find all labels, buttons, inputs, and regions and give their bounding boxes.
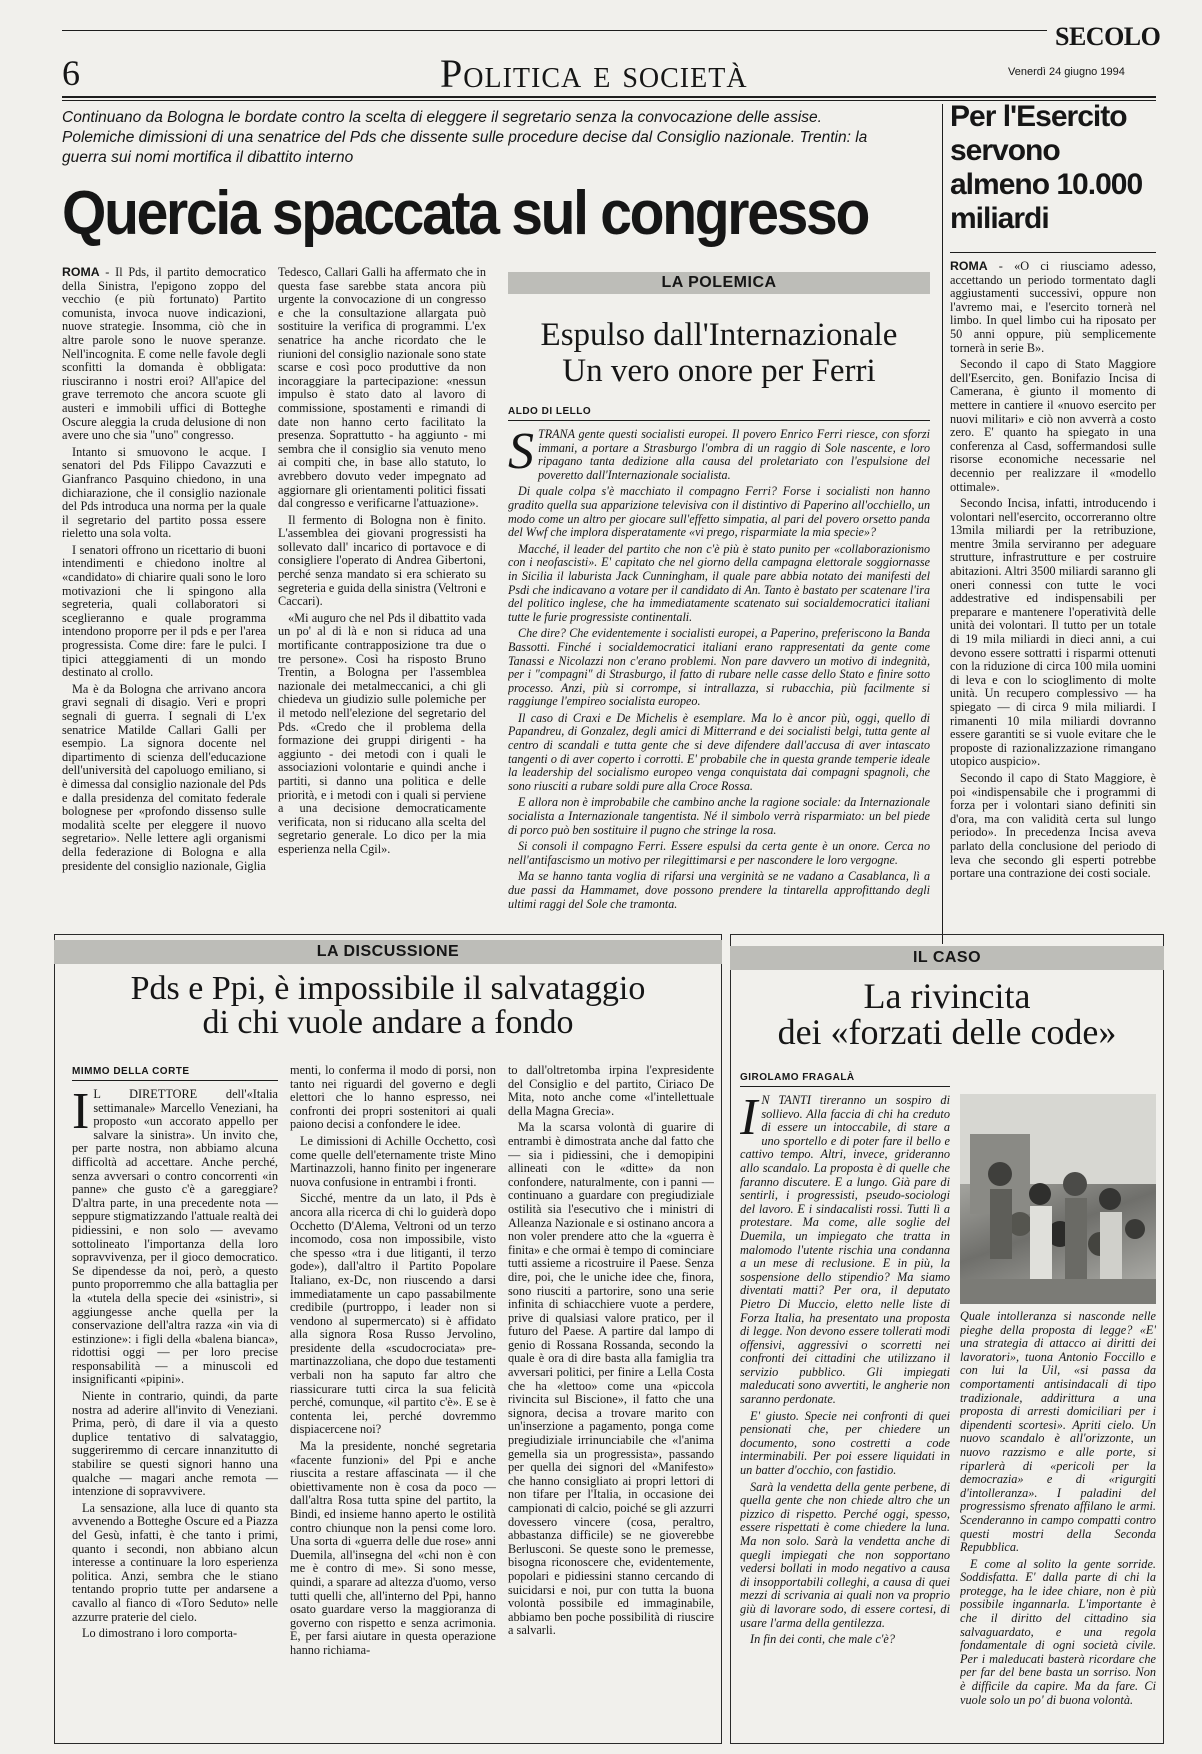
section-title: Politica e società	[440, 51, 748, 96]
esercito-body: ROMA - «O ci riusciamo adesso, accettando un periodo tormentato dagli aggiustamenti successivi, oppure non l'avremo mai, e l'esercito tornerà nel limbo. In quel limbo cui ha riposato per 50 anni oppure, più semplicemente tornerà in serie B». Secondo il capo di Stato Maggiore dell'Esercito, gen. Bonifazio Incisa di Camerana, è giunto il momento di mettere in cantiere il «nuovo esercito per nuovi militari» e ciò non avverrà a costo zero. E' quanto ha spiegato in una conferenza al Casd, soffermandosi sulle risorse economiche necessarie nel decennio per realizzare il «modello ottimale». Secondo Incisa, infatti, introducendo i volontari nell'esercito, occorreranno oltre 13mila miliardi per la retribuzione, mentre 3mila serviranno per adeguare strutture, infrastrutture e per costruire abitazioni. Altri 3500 miliardi saranno gli oneri connessi con tutte le voci addestrative ed indispensabili per preparare e mantenere l'operatività delle unità dei volontari. Il tutto per un totale di 19 mila miliardi in dieci anni, a cui devono essere sottratti i risparmi ottenuti con la riduzione di circa 100 mila uomini di leva e con lo scioglimento di molte unità. Un recupero complessivo — ha spiegato — di circa 9 mila miliardi. I rimanenti 10 mila miliardi dovranno essere garantiti se si vuole evitare che le proposte di razionalizzazione rimangano utopico auspicio». Secondo il capo di Stato Maggiore, è poi «indispensabile che i programmi di forza per i volontari siano definiti sin d'ora, ma con validità certa sul lungo periodo». In precedenza Incisa aveva parlato della conclusione del periodo di leva che secondo gli esperti potrebbe portare una contrazione dei costi sociale.	[950, 260, 1156, 881]
caso-byline-rule	[740, 1086, 950, 1087]
caso-dropcap: I	[740, 1094, 758, 1146]
polemica-p6: E allora non è improbabile che cambino anche la ragione sociale: da Internazionale socialista a Internazionale tangentista. Né il simbolo verrà risparmiato: un bel piede di porco può ben sostituire il pugno che stringe la rosa.	[508, 795, 930, 837]
page-number: 6	[62, 53, 80, 93]
issue-date: Venerdì 24 giugno 1994	[1008, 66, 1125, 78]
crowd-photo	[960, 1094, 1156, 1304]
polemica-kicker: LA POLEMICA	[661, 274, 777, 291]
discussione-col1-p4: Lo dimostrano i loro comporta-	[82, 1626, 238, 1641]
caso-p1: N TANTI tireranno un sospiro di sollievo. Alla faccia di chi ha creduto di essere un intoccabile, di stare a uno sportello e di poter fare il bello e cattivo tempo. Altri, invece, grideranno allo scandalo. La proposta è di quelle che faranno discutere. E a lungo. Già pare di sentirli, i progressisti, pseudo-sociologi del lavoro. E i sindacalisti rossi. Tutti lì a protestare. Ma come, alle soglie del Duemila, un impiegato che tratta in malomodo l'utente rischia una condanna a un mese di reclusione. E in più, la sospensione dello stipendio? Ma siamo diventati matti? Per ora, il deputato Pietro Di Muccio, eletto nelle liste di Forza Italia, ha presentato una proposta di legge. Non devono essere tollerati modi offensivi, aggressivi o scorretti nei confronti dei cittadini che utilizzano il servizio pubblico. Gli impiegati maleducati sono avvertiti, le angherie non saranno perdonate.	[740, 1094, 950, 1407]
discussione-kicker: LA DISCUSSIONE	[316, 943, 460, 960]
main-headline: Quercia spaccata sul congresso	[62, 179, 869, 248]
main-col2-p3: «Mi auguro che nel Pds il dibattito vada un po' al di là e non si riduca ad una mortificante contrapposizione tra due o tre persone». Così ha risposto Bruno Trentin, a Bologna per l'assemblea nazionale dei metalmeccanici, a chi gli chiedeva un giudizio sulle polemiche per il metodo nell'elezione del segretario del Pds. «Credo che il problema della formazione dei gruppi dirigenti - ha aggiunto - dei metodi con i quali le associazioni volontarie e quindi anche i partiti, si danno una politica e delle priorità, e i metodi con i quali si perviene a una decisione democraticamente verificata, non si riducano alla scelta del segretario generale. Lo dico per la mia esperienza nella Cgil».	[278, 610, 486, 856]
caso-col-1	[740, 1094, 950, 1738]
esercito-p2: Secondo il capo di Stato Maggiore dell'Esercito, gen. Bonifazio Incisa di Camerana, è giunto il momento di mettere in cantiere il «nuovo esercito per nuovi militari» e ciò non avverrà a costo zero. E' quanto ha spiegato in una conferenza al Casd, soffermandosi sulle risorse economiche necessarie nel decennio per realizzare il «modello ottimale».	[950, 357, 1156, 494]
polemica-p1: TRANA gente questi socialisti europei. Il povero Enrico Ferri riesce, con sforzi immani, a portare a Strasburgo l'ombra di un raggio di Sole nascente, e loro ripagano tanta dedizione alla causa del proletariato con l'espulsione del poveretto dall'Internazionale socialista.	[538, 428, 930, 482]
caso-col-2	[960, 1310, 1156, 1738]
esercito-dateline: ROMA	[950, 260, 988, 273]
discussione-col2-p4: Ma la presidente, nonché segretaria «facente funzioni» del Ppi e anche riuscita a restare affascinata — il che obiettivamente non è cosa da poco — dall'altra Rosa tutta spine del partito, la Bindi, ed insieme hanno aperto le ostilità contro chiunque non la pensi come loro. Una sorta di «guerra delle due rose» anni Duemila, all'insegna del «chi non è con me è contro di me». Si sono messe, quindi, a sparare ad altezza d'uomo, verso tutti quelli che, all'interno del Ppi, hanno osato guardare verso la maggioranza di governo con rispetto e senza acrimonia. E, per farsi aiutare in questa operazione hanno richiama-	[290, 1439, 496, 1657]
discussione-dropcap: I	[72, 1088, 90, 1140]
main-col1-p3: I senatori offrono un ricettario di buoni intendimenti e chiedono inoltre al «candidato» di chiarire quali sono le loro motivazioni che li spingono alla segreteria, quali collaboratori si sceglieranno e quale programma intendono proporre per il pds e per l'area progressista. Come dire: fare le pulci. I tipici atteggiamenti di un mondo destinato al crollo.	[62, 542, 266, 680]
discussione-col2-p3: Sicché, mentre da un lato, il Pds è ancora alla ricerca di chi lo guiderà dopo Occhetto (D'Alema, Veltroni od un terzo incomodo, cosa non impossibile, visto che spesso «tra i due litiganti, il terzo gode»), dall'altro il Partito Popolare Italiano, ex-Dc, non riuscendo a darsi immediatamente un capo passabilmente credibile (purtroppo, i leader non si vendono al supermercato) si è affidato alla signora Rosa Russo Jervolino, presidente della «scudocrociata» pre-martinazzoliana, che dopo due testamenti verbali non ha saputo far altro che riassicurare tutti circa la sua felicità perché, comunque, «il partito c'è». E se è contenta lei, perché dovremmo dispiacercene noi?	[290, 1191, 496, 1437]
caso-headline-1: La rivincita	[863, 976, 1031, 1016]
polemica-p5: Il caso di Craxi e De Michelis è esemplare. Ma lo è ancor più, oggi, quello di Papandreu, di Gonzalez, degli amici di Mitterrand e dei socialisti belgi, tutta gente al centro di scandali e tutta gente che si deve difendere dall'accusa di aver intascato tangenti o di aver coperto i corrotti. E' probabile che in questa grande temperie ideale la leadership del socialismo europeo venga conquistata dai compagni spagnoli, che sono riusciti a rubare soldi pure alla Croce Rossa.	[508, 710, 930, 793]
main-col1-p4: Ma è da Bologna che arrivano ancora gravi segnali di disagio. Veri e propri segnali di guerra. I segnali di L'ex senatrice Matilde Callari Galli per esempio. La signora docente nel dipartimento di scienza dell'educazione dell'università del capoluogo emiliano, si è dimessa dal consiglio nazionale del Pds e dalla presidenza del comitato federale bolognese per «profondo dissenso sulle modalità scelte per eleggere il nuovo segretario». Nelle lettere agli organismi della federazione di Bologna e alla presidente del consiglio nazionale, Giglia	[62, 681, 266, 873]
polemica-p8: Ma se hanno tanta voglia di rifarsi una verginità se ne vadano a Casablanca, lì a due passi da Hammamet, dove possono prendere la tintarella approfittando degli ultimi raggi del Sole che tramonta.	[508, 869, 930, 911]
discussione-col-3	[508, 1064, 714, 1738]
esercito-headline-rule	[950, 252, 1156, 253]
main-dateline: ROMA	[62, 266, 100, 279]
discussione-headline-2: di chi vuole andare a fondo	[202, 1004, 574, 1041]
discussione-col2-p1: menti, lo conferma il modo di porsi, non tanto nei riguardi del governo e degli elettori che lo hanno espresso, nei confronti dei propri sostenitori ai quali paiono decisi a confondere le idee.	[290, 1064, 496, 1132]
discussione-col1-p3: La sensazione, alla luce di quanto sta avvenendo a Botteghe Oscure ed a Piazza del Gesù, infatti, è che tanto i primi, quanto i secondi, non abbiano alcun interesse a continuare la loro esperienza politica. Anzi, sembra che le stiano tentando proprio tutte per andarsene a cavallo al fianco di «Toro Seduto» nelle azzurre praterie del cielo.	[72, 1500, 278, 1624]
main-col1-p1: Il Pds, il partito democratico della Sinistra, l'epigono zoppo del vecchio (e più fortunato) Partito comunista, invoca nuove indicazioni, nuove strategie. Insomma, ciò che in altre parole sono le nuove speranze. Nell'incognita. E come nelle favole degli sconfitti la domanda è obbligata: riusciranno i nostri eroi? All'apice del grave terremoto che ancora scuote gli austeri e immobili uffici di Botteghe Oscure aleggia la cruda delusione di non avere uno che sia "uno" congresso.	[62, 266, 266, 443]
esercito-headline: Per l'Esercito servono almeno 10.000 miliardi	[950, 100, 1143, 235]
polemica-body	[508, 428, 930, 944]
caso-p4: In fin dei conti, che male c'è?	[750, 1632, 896, 1647]
esercito-p1: «O ci riusciamo adesso, accettando un periodo tormentato dagli aggiustamenti successivi, oppure non l'avremo mai, e l'esercito tornerà nel limbo. In quel limbo cui ha riposato per 50 anni oppure, più semplicemente tornerà in serie B».	[950, 260, 1156, 355]
discussione-headline-1: Pds e Ppi, è impossibile il salvataggio	[130, 970, 646, 1007]
caso-p2: E' giusto. Specie nei confronti di quei pensionati che, per chiedere un documento, sono costretti a code interminabili. Per poi essere liquidati in un batter d'occhio, con fastidio.	[740, 1408, 950, 1478]
paper-name: SECOLO	[1055, 22, 1161, 51]
discussione-col3-p2: Ma la scarsa volontà di guarire di entrambi è dimostrata anche dal fatto che — sia i pidiessini, che i demopipini allineati con le «ditte» da non confondere, naturalmente, con i panni — continuano a guardare con pregiudiziale ostilità sia l'esecutivo che i ministri di Alleanza Nazionale e si ostinano ancora a non voler prendere atto che la «guerra è finita» e che ormai è tempo di cominciare tutti assieme a ricostruire il Paese. Senza dire, poi, che le uniche idee che, finora, sono riusciti a partorire, sono una serie infinita di schiacchiere vuote a perdere, prive di qualsiasi valore pratico, per il futuro del Paese. A partire dal lampo di genio di Rossana Rossanda, secondo la quale è ora di dire basta alla famiglia tra avversari politici, per finire a Lella Costa che ha «lettoo» come una «piccola rivincita sul Biscione», il fatto che una signora, decisa a trovare marito con un'inserzione a pagamento, ponga come pregiudiziale irrinunciabile che «l'anima gemella sia un progressista», passando per quella dei signori del «Manifesto» che hanno consigliato ai propri lettori di non tifare per l'Italia, in occasione dei campionati di calcio, poiché se gli azzurri dovessero vincere (cosa, peraltro, abbastanza difficile) se ne gioverebbe Berlusconi. Se queste sono le premesse, bisogna riconoscere che, evidentemente, popolari e pidiessini stanno cercando di suicidarsi e noi, pur con tutta la buona volontà possibile ed immaginabile, abbiamo ben poche possibilità di riuscire a salvarli.	[508, 1120, 714, 1638]
esercito-p4: Secondo il capo di Stato Maggiore, è poi «indispensabile che i programmi di forza per i volontari siano definiti sin d'ora, ma con validità certa sul lungo periodo». In precedenza Incisa aveva parlato della conclusione del periodo di leva che secondo gli esperti potrebbe portare una contrazione dei costi sociale.	[950, 770, 1156, 881]
polemica-dropcap: S	[508, 428, 534, 480]
polemica-p7: Si consoli il compagno Ferri. Essere espulsi da certa gente è un onore. Cerca no nell'antifascismo un motivo per rilegittimarsi e per nascondere le loro vergogne.	[508, 839, 930, 867]
discussione-col1-p1: L DIRETTORE dell'«Italia settimanale» Marcello Veneziani, ha proposto «un accorato appello per salvare la sinistra». Un invito che, per parte nostra, non abbiamo alcuna difficoltà ad accettare. Anche perché, senza avversari o contro concorrenti «in panne» che gusto c'è a gareggiare? D'altra parte, in una precedente nota — seppure stigmatizzando l'attuale realtà dei pidiessini, e non solo — avevamo sottolineato l'importanza della loro sopravvivenza, per il gioco democratico. Se dipendesse da noi, però, a questo punto proporremmo che alla battaglia per la «tutela della specie dei «sinistri», si aggiungesse anche quella per la conservazione dell'altra razza «in via di estinzione»: i figli della «balena bianca», ridottisi oggi — per loro precise responsabilità — a minuscoli ed insignificanti «pipini».	[72, 1088, 278, 1387]
main-col1-p2: Intanto si smuovono le acque. I senatori del Pds Filippo Cavazzuti e Gianfranco Pasquino chiedono, in una dichiarazione, che il consiglio nazionale del Pds introduca una norma per la quale il segretario del partito possa essere rieletto una sola volta.	[62, 444, 266, 541]
discussione-byline: MIMMO DELLA CORTE	[72, 1066, 190, 1077]
right-column-divider	[942, 104, 943, 944]
caso-headline-2: dei «forzati delle code»	[777, 1012, 1117, 1052]
main-col2-p1: Tedesco, Callari Galli ha affermato che in questa fase sarebbe stata ancora più urgente la convocazione di un congresso e che la consultazione allargata può sostituire la verifica di programmi. L'ex senatrice ha anche ricordato che le riunioni del consiglio nazionale sono state scarse e così poco produttive da non incoraggiare la partecipazione: «nessun impulso è stato dato al lavoro di commissione, spostamenti e rimandi di date non hanno certo facilitato la presenza. Soprattutto - ha aggiunto - mi sembra che il consiglio sia venuto meno ai compiti che, in base allo statuto, lo avrebbero dovuto veder impegnato ad aggiornare gli orientamenti politici fissati dal congresso e verificarne l'attuazione».	[278, 266, 486, 511]
polemica-headline-1: Espulso dall'Internazionale	[540, 317, 898, 353]
caso-kicker: IL CASO	[912, 949, 982, 966]
discussione-col-2	[290, 1064, 496, 1738]
discussione-col2-p2: Le dimissioni di Achille Occhetto, così come quelle dell'eternamente triste Mino Martinazzoli, hanno finito per ingenerare nuova confusione in entrambi i fronti.	[290, 1133, 496, 1189]
caso-byline: GIROLAMO FRAGALÀ	[740, 1072, 855, 1083]
polemica-p2: Di quale colpa s'è macchiato il compagno Ferri? Forse i socialisti non hanno gradito quella sua apparizione televisiva con il distintivo di Paperino all'occhiello, un modo come un altro per giocare sull'effetto simpatia, al pari del povero orsetto panda del Wwf che implora disperatamente «vi prego, risparmiate la mia specie»?	[508, 484, 930, 540]
polemica-byline: ALDO DI LELLO	[508, 406, 592, 417]
main-col2-p2: Il fermento di Bologna non è finito. L'assemblea dei giovani progressisti ha sollevato dall' incarico di portavoce e di consigliere l'operato di Andrea Gibertoni, perché senza mandato si era schierato su segreteria e guida della sinistra (Veltroni e Caccari).	[278, 512, 486, 609]
polemica-headline-2: Un vero onore per Ferri	[562, 353, 876, 389]
caso-caption: Quale intolleranza si nasconde nelle pieghe della proposta di legge? «E' una strategia di attacco ai diritti dei lavoratori», tuona Antonio Foccillo e con lui la Uil, «si passa da comportamenti antisindacali di tipo tradizionale, addirittura a una proposta di arresti domiciliari per i dipendenti scortesi». Apriti cielo. Un nuovo scandalo è all'orizzonte, un nuovo razzismo e alle porte, si riparlerà di «pericoli per la democrazia» e di «rigurgiti d'intolleranza». I paladini del progressismo sfrenato affilano le armi. Scenderanno in campo compatti contro questi mostri della Seconda Repubblica.	[960, 1310, 1156, 1555]
header-rule	[62, 96, 1156, 98]
esercito-p3: Secondo Incisa, infatti, introducendo i volontari nell'esercito, occorreranno oltre 13mila miliardi per la retribuzione, mentre 3mila serviranno per adeguare strutture, infrastrutture e per costruire abitazioni. Altri 3500 miliardi saranno gli oneri connessi con tutte le voci addestrative ed indispensabili per preparare e mantenere l'operatività delle unità dei volontari. Il tutto per un totale di 19 mila miliardi in dieci anni, a cui devono essere sottratti i risparmi ottenuti con la riduzione di circa 100 mila uomini di leva e con lo scioglimento di molte unità. Un recupero complessivo — ha spiegato — di circa 9 mila miliardi. I rimanenti 10 mila miliardi dovranno essere garantiti se si vuole evitare che le proposte di razionalizzazione rimangano utopico auspicio».	[950, 496, 1156, 769]
main-col-2	[278, 266, 486, 940]
crowd-photo-illustration	[960, 1094, 1156, 1304]
discussione-col1-p2: Niente in contrario, quindi, da parte nostra ad aderire all'invito di Veneziani. Prima, però, di dare il via a questo duplice tentativo di salvataggio, suggeriremmo di cercare innanzitutto di stabilire se questi signori hanno una qualche — magari anche remota — intenzione di sopravvivere.	[72, 1389, 278, 1499]
polemica-p4: Che dire? Che evidentemente i socialisti europei, a Paperino, preferiscono la Banda Bassotti. Finché i socialdemocratici italiani erano rappresentati da gente come Tanassi e Nicolazzi non c'erano problemi. Non pare davvero un motivo di indegnità, per i "compagni" di Strasburgo, il fatto di rubare nelle casse dello Stato e finire sotto processo. Anzi, più si corrompe, si intrallazza, si rubacchia, più facilmente si raggiunge l'empireo socialista europeo.	[508, 626, 930, 709]
top-rule	[62, 30, 1047, 31]
discussione-col3-p1: to dall'oltretomba irpina l'expresidente del Consiglio e del partito, Ciriaco De Mita, noto anche come «l'intellettuale della Magna Grecia».	[508, 1064, 714, 1118]
polemica-byline-rule	[508, 420, 930, 421]
discussione-byline-rule	[72, 1080, 278, 1081]
main-col-1: ROMA - Il Pds, il partito democratico della Sinistra, l'epigono zoppo del vecchio (e più fortunato) Partito comunista, invoca nuove indicazioni, nuove strategie. Insomma, ciò che in altre parole sono le nuove speranze. Nell'incognita. E come nelle favole degli sconfitti la domanda è obbligata: riusciranno i nostri eroi? All'apice del grave terremoto che ancora scuote gli austeri e immobili uffici di Botteghe Oscure aleggia la cruda delusione di non avere uno che sia "uno" congresso. Intanto si smuovono le acque. I senatori del Pds Filippo Cavazzuti e Gianfranco Pasquino chiedono, in una dichiarazione, che il consiglio nazionale del Pds introduca una norma per la quale il segretario del partito possa essere rieletto una sola volta. I senatori offrono un ricettario di buoni intendimenti e chiedono inoltre al «candidato» di chiarire quali sono le loro motivazioni che li spingono alla segreteria, quali collaboratori si sceglieranno e quale programma intendono proporre per il pds e per l'area progressista. Come dire: fare le pulci. I tipici atteggiamenti di un mondo destinato al crollo. Ma è da Bologna che arrivano ancora gravi segnali di disagio. Veri e propri segnali di guerra. I segnali di L'ex senatrice Matilde Callari Galli per esempio. La signora docente nel dipartimento di scienza dell'educazione dell'università del capoluogo emiliano, si è dimessa dal consiglio nazionale del Pds e dalla presidenza del comitato federale bolognese per «profondo dissenso sulle modalità scelte per eleggere il nuovo segretario». Nelle lettere agli organismi della federazione di Bologna e alla presidente del consiglio nazionale, Giglia	[62, 266, 266, 873]
caso-p3: Sarà la vendetta della gente perbene, di quella gente che non chiede altro che un pizzico di rispetto. Perché oggi, spesso, essere rispettati è come chiedere la luna. Ma non solo. Sarà la vendetta anche di quegli impiegati che non sopportano vedersi bollati in modo negativo a causa di insopportabili colleghi, a causa di quei mezzi di scrivania ai quali non va proprio giù di lavorare sodo, di essere cortesi, di usare l'arma della gentilezza.	[740, 1479, 950, 1630]
caso-caption-2: E come al solito la gente sorride. Soddisfatta. E' dalla parte di chi la protegge, ha le idee chiare, non è più possibile ingannarla. L'importante è che il diritto del cittadino sia salvaguardato, e una regola fondamentale di ogni società civile. Per i maleducati basterà ricordare che per far del bene basta un sorriso. Non è difficile da capire. Ma da fare. Ci vuole solo un po' di buona volontà.	[960, 1556, 1156, 1707]
discussione-col-1	[72, 1088, 278, 1738]
polemica-p3: Macché, il leader del partito che non c'è più è stato punito per «collaborazionismo con i neofascisti». E' capitato che nel giorno della campagna elettorale soggiornasse in Sicilia il laburista Jack Cunningham, il quale pare abbia notato dei manifesti del Psdi che indicavano a votare per il candidato di An. Tanto è bastato per scatenare l'ira del politico inglese, che ha immediatamente scatenato sui socialdemocratici italiani tutte le furie progressiste continentali.	[508, 541, 930, 624]
summary: Continuano da Bologna le bordate contro la scelta di eleggere il segretario senza la convocazione delle assise. Polemiche dimissioni di una senatrice del Pds che dissente sulle procedure decise dal Consiglio nazionale. Trentin: la guerra sui nomi mortifica il dibattito interno	[62, 109, 868, 166]
